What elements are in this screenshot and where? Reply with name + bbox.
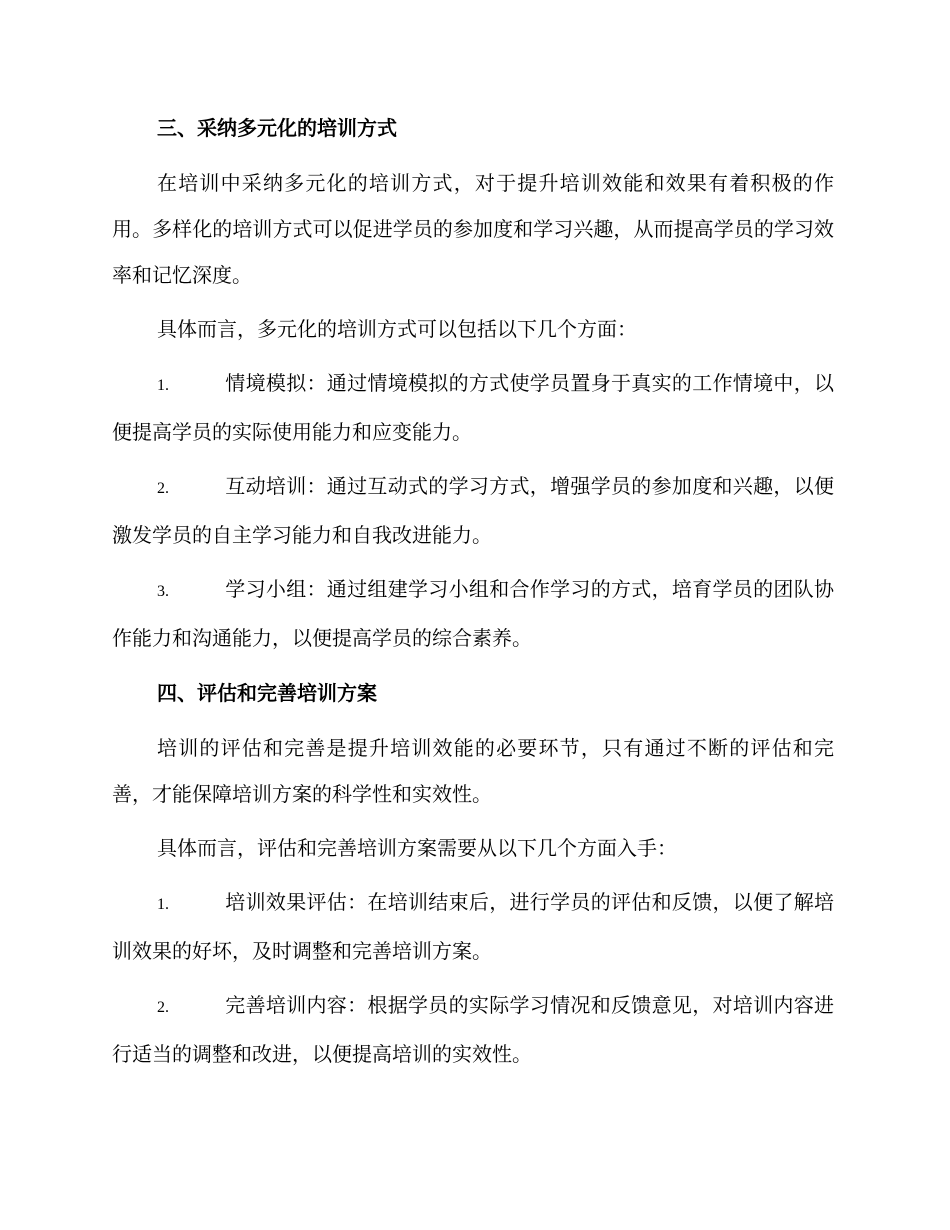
section-3-paragraph-1: 在培训中采纳多元化的培训方式，对于提升培训效能和效果有着积极的作用。多样化的培训方式可以促进学员的参加度和学习兴趣，从而提高学员的学习效率和记忆深度。 xyxy=(112,171,834,287)
document-body xyxy=(112,104,834,1077)
section-3-heading: 三、采纳多元化的培训方式 xyxy=(157,116,397,140)
list-number: 3. xyxy=(157,583,169,600)
section-3-list-item-3 xyxy=(112,566,834,661)
list-text: 情境模拟：通过情境模拟的方式使学员置身于真实的工作情境中，以便提高学员的实际使用能力和应变能力。 xyxy=(112,371,834,444)
list-text: 互动培训：通过互动式的学习方式，增强学员的参加度和兴趣，以便激发学员的自主学习能力和自我改进能力。 xyxy=(112,474,834,547)
section-4-list-item-1 xyxy=(112,879,834,974)
list-text: 学习小组：通过组建学习小组和合作学习的方式，培育学员的团队协作能力和沟通能力，以便提高学员的综合素养。 xyxy=(112,577,834,650)
section-3-list-item-1 xyxy=(112,360,834,455)
list-text: 培训效果评估：在培训结束后，进行学员的评估和反馈，以便了解培训效果的好坏，及时调整和完善培训方案。 xyxy=(112,890,834,963)
list-number: 1. xyxy=(157,896,169,913)
list-text: 完善培训内容：根据学员的实际学习情况和反馈意见，对培训内容进行适当的调整和改进，以便提高培训的实效性。 xyxy=(112,993,834,1066)
list-number: 2. xyxy=(157,480,169,497)
section-4-paragraph-1: 培训的评估和完善是提升培训效能的必要环节，只有通过不断的评估和完善，才能保障培训方案的科学性和实效性。 xyxy=(112,736,834,806)
section-4-list-item-2 xyxy=(112,982,834,1077)
section-4-paragraph-2: 具体而言，评估和完善培训方案需要从以下几个方面入手： xyxy=(157,836,677,860)
section-3-list-item-2 xyxy=(112,463,834,558)
section-4-heading: 四、评估和完善培训方案 xyxy=(157,681,377,705)
list-number: 1. xyxy=(157,377,169,394)
section-3-paragraph-2: 具体而言，多元化的培训方式可以包括以下几个方面： xyxy=(157,317,637,341)
list-number: 2. xyxy=(157,999,169,1016)
